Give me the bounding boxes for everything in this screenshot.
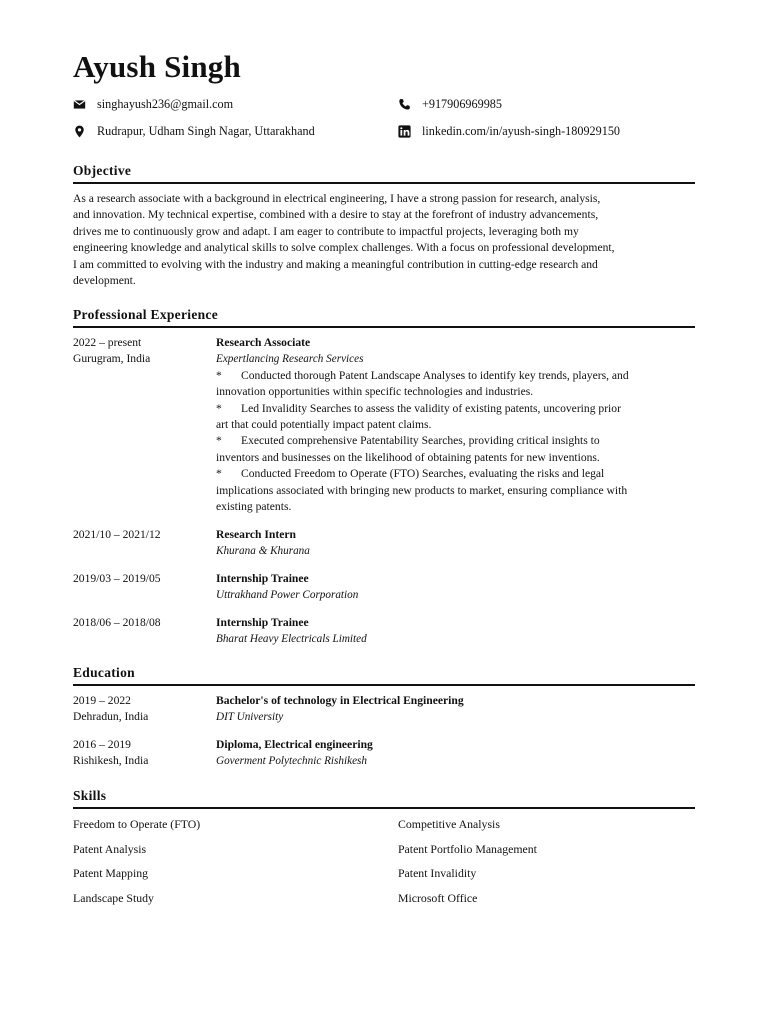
education-degree: Diploma, Electrical engineering [216, 738, 373, 751]
education-school: DIT University [216, 711, 284, 724]
bullet-text: Conducted Freedom to Operate (FTO) Searches, evaluating the risks and legal [241, 467, 605, 481]
education-meta [73, 737, 213, 770]
education-entry [216, 693, 695, 726]
skills-heading: Skills [73, 788, 107, 803]
skill-item: Patent Invalidity [398, 866, 477, 880]
experience-bullet [216, 466, 695, 515]
experience-dates: 2021/10 – 2021/12 [73, 528, 161, 541]
experience-dates: 2022 – present [73, 336, 142, 349]
experience-role: Internship Trainee [216, 616, 309, 629]
bullet-text: existing patents. [216, 500, 292, 514]
bullet-marker: * [216, 434, 222, 448]
section-divider [73, 807, 695, 809]
experience-bullet [216, 401, 695, 434]
experience-location: Gurugram, India [73, 352, 151, 366]
experience-dates: 2019/03 – 2019/05 [73, 572, 161, 585]
bullet-text: inventors and businesses on the likelihood of obtaining patents for new inventions. [216, 450, 600, 464]
objective-heading: Objective [73, 163, 132, 178]
objective-line: development. [73, 274, 136, 288]
objective-line: engineering knowledge and analytical skills to solve complex challenges. With a focus on professional development, [73, 241, 615, 255]
objective-text [73, 191, 695, 289]
envelope-icon [73, 98, 86, 111]
education-location: Rishikesh, India [73, 754, 149, 768]
phone-text: +917906969985 [422, 97, 502, 111]
experience-org: Bharat Heavy Electricals Limited [216, 633, 367, 646]
experience-role: Research Intern [216, 528, 296, 541]
experience-org: Khurana & Khurana [216, 545, 310, 558]
map-pin-icon [73, 125, 86, 138]
phone-icon [398, 98, 411, 111]
objective-line: As a research associate with a background in electrical engineering, I have a strong passion for research, analysis, [73, 192, 601, 205]
experience-meta [73, 571, 213, 587]
experience-entry [216, 571, 695, 604]
experience-meta [73, 527, 213, 543]
contact-phone [398, 96, 502, 112]
experience-entry [216, 335, 695, 515]
experience-bullet [216, 433, 695, 466]
education-degree: Bachelor's of technology in Electrical Engineering [216, 694, 464, 707]
education-school: Goverment Polytechnic Rishikesh [216, 755, 367, 768]
contact-email [73, 96, 233, 112]
experience-entry [216, 615, 695, 648]
skill-item: Patent Mapping [73, 866, 149, 880]
skill-item: Microsoft Office [398, 891, 478, 905]
experience-meta [73, 335, 213, 368]
skill-item: Patent Portfolio Management [398, 842, 537, 856]
skill-item: Landscape Study [73, 891, 154, 905]
bullet-text: innovation opportunities within specific technologies and industries. [216, 385, 534, 399]
bullet-text: implications associated with bringing new products to market, ensuring compliance with [216, 483, 628, 497]
experience-entry [216, 527, 695, 560]
bullet-marker: * [216, 467, 222, 481]
skill-item: Freedom to Operate (FTO) [73, 817, 201, 831]
contact-linkedin [398, 123, 620, 139]
education-dates: 2019 – 2022 [73, 694, 131, 707]
email-text: singhayush236@gmail.com [97, 97, 234, 111]
contact-location [73, 123, 315, 139]
experience-bullet [216, 368, 695, 401]
bullet-text: art that could potentially impact patent claims. [216, 418, 432, 432]
linkedin-text: linkedin.com/in/ayush-singh-180929150 [422, 124, 621, 138]
bullet-text: Led Invalidity Searches to assess the validity of existing patents, uncovering prior [241, 401, 621, 415]
bullet-text: Conducted thorough Patent Landscape Analyses to identify key trends, players, and [241, 368, 629, 382]
skill-item: Patent Analysis [73, 842, 147, 856]
bullet-text: Executed comprehensive Patentability Searches, providing critical insights to [241, 434, 600, 448]
objective-line: I am committed to evolving with the industry and making a meaningful contribution in cutting-edge research and [73, 257, 598, 271]
experience-meta [73, 615, 213, 631]
section-divider [73, 684, 695, 686]
skill-item: Competitive Analysis [398, 817, 500, 831]
linkedin-icon [398, 125, 411, 138]
candidate-name: Ayush Singh [73, 49, 241, 84]
experience-role: Internship Trainee [216, 572, 309, 585]
section-divider [73, 182, 695, 184]
location-text: Rudrapur, Udham Singh Nagar, Uttarakhand [97, 124, 315, 138]
education-heading: Education [73, 665, 135, 680]
experience-org: Uttrakhand Power Corporation [216, 589, 359, 602]
education-location: Dehradun, India [73, 710, 149, 724]
education-meta [73, 693, 213, 726]
objective-line: drives me to continuously grow and adapt. I am eager to contribute to impactful projects, leveraging both my [73, 224, 579, 238]
education-dates: 2016 – 2019 [73, 738, 131, 751]
experience-role: Research Associate [216, 336, 311, 349]
experience-dates: 2018/06 – 2018/08 [73, 616, 161, 629]
experience-heading: Professional Experience [73, 307, 219, 322]
bullet-marker: * [216, 401, 222, 415]
section-divider [73, 326, 695, 328]
experience-org: Expertlancing Research Services [216, 353, 364, 366]
education-entry [216, 737, 695, 770]
bullet-marker: * [216, 368, 222, 382]
objective-line: and innovation. My technical expertise, combined with a desire to stay at the forefront of industry advancements, [73, 208, 599, 222]
